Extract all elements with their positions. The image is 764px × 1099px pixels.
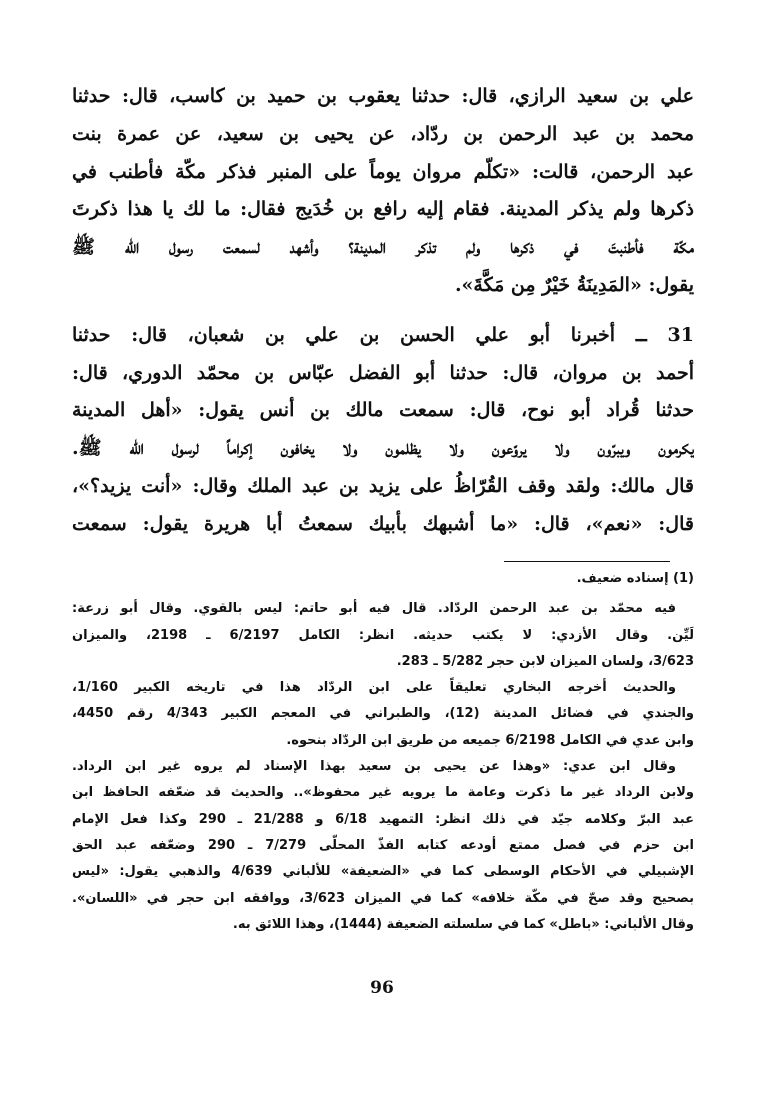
footnote-line: لَيِّن. وقال الأزدي: لا يكتب حديثه. انظر: الكامل 6/2197 ـ 2198، والميزان	[72, 627, 694, 643]
footnote-line: ابن حزم في فصل ممتع أودعه كتابه الفذّ المحلّى 7/279 ـ 290 وضعّفه عبد الحق	[72, 837, 694, 853]
text-line: حدثنا قُراد أبو نوح، قال: سمعت مالك بن أنس يقول: «أهل المدينة	[72, 399, 694, 422]
footnote-line: وقال ابن عدي: «وهذا عن يحيى بن سعيد بهذا الإسناد لم يروه غير ابن الرداد.	[72, 759, 676, 775]
text-line: علي بن سعيد الرازي، قال: حدثنا يعقوب بن حميد بن كاسب، قال: حدثنا	[72, 85, 694, 107]
text-line: قال مالك: ولقد وقف القُرّاظُ على يزيد بن عبد الملك وقال: «أنت يزيد؟»،	[72, 474, 694, 497]
text-line: 31 ــ أخبرنا أبو علي الحسن بن علي بن شعبان، قال: حدثنا	[72, 323, 694, 346]
text-line: محمد بن عبد الرحمن بن ردّاد، عن يحيى بن سعيد، عن عمرة بنت	[72, 122, 694, 145]
footnote-line: وابن عدي في الكامل 6/2198 جميعه من طريق ابن الردّاد بنحوه.	[286, 732, 694, 748]
footnote-line: (1) إسناده ضعيف.	[576, 571, 694, 586]
footnote-line: الإشبيلي في الأحكام الوسطى كما في «الضعيفة» للألباني 4/639 والذهبي يقول: «ليس	[72, 864, 694, 880]
text-line: يكرمون ويبرّون ولا يروّعون ولا يظلمون ولا يخافون إكراماً لرسول الله ﷺ.	[72, 437, 694, 460]
footnote-line: ولابن الرداد غير ما ذكرت وعامة ما يرويه غير محفوظ».. والحديث قد ضعّفه الحافظ ابن	[72, 785, 694, 801]
text-line: يقول: «المَدِينَةُ خَيْرٌ مِن مَكَّةَ».	[454, 273, 694, 296]
footnote-line: والحديث أخرجه البخاري تعليقاً على ابن الردّاد هذا في تاريخه الكبير 1/160،	[72, 680, 676, 696]
text-line: مكّة فأطنبتَ في ذكرها ولم تذكر المدينة؟ وأشهد لسمعت رسول الله ﷺ	[72, 236, 694, 259]
footnote-line: فيه محمّد بن عبد الرحمن الردّاد. قال فيه أبو حاتم: ليس بالقوي. وقال أبو زرعة:	[72, 601, 676, 617]
text-line: ذكرها ولم يذكر المدينة. فقام إليه رافع بن خُدَيج فقال: ما لك يا هذا ذكرتَ	[72, 198, 694, 221]
footnote-line: 3/623، ولسان الميزان لابن حجر 5/282 ـ 283.	[396, 653, 694, 669]
footnotes	[72, 566, 694, 938]
paragraph-gap	[72, 305, 694, 317]
text-line: أحمد بن مروان، قال: حدثنا أبو الفضل عبّاس بن محمّد الدوري، قال:	[72, 361, 694, 384]
footnote-line: عبد البرّ وكلامه جيّد في ذلك انظر: التمهيد 6/18 و 21/288 ـ 290 وكذا فعل الإمام	[72, 811, 694, 827]
footnote-line: والجندي في فضائل المدينة (12)، والطبراني في المعجم الكبير 4/343 رقم 4450،	[72, 706, 694, 722]
footnote-line: وقال الألباني: «باطل» كما في سلسلته الضعيفة (1444)، وهذا اللائق به.	[232, 916, 694, 932]
text-line: قال: «نعم»، قال: «ما أشبهك بأبيك سمعتُ أبا هريرة يقول: سمعت	[72, 512, 694, 535]
page-number: 96	[370, 978, 394, 998]
footnote-line: بصحيح وقد صحّ في مكّة خلافه» كما في الميزان 3/623، ووافقه ابن حجر في «اللسان».	[72, 890, 694, 906]
footnote-divider	[504, 561, 670, 562]
text-line: عبد الرحمن، قالت: «تكلّم مروان يوماً على المنبر فذكر مكّة فأطنب في	[72, 160, 694, 183]
main-text	[72, 78, 694, 544]
